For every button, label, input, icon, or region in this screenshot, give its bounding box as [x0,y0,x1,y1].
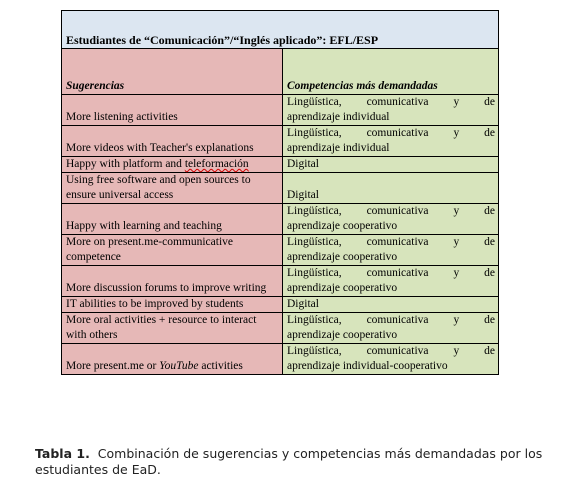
competence-word: comunicativa [366,345,429,357]
competence-line: aprendizaje cooperativo [287,220,398,232]
table-row [62,235,499,266]
competence-line: aprendizaje cooperativo [287,329,398,341]
header-sugerencias: Sugerencias [62,49,283,95]
competence-word: Lingüística, [287,314,342,326]
competence-word: comunicativa [366,96,429,108]
table-row [62,157,499,173]
competence-word: comunicativa [366,314,429,326]
competence-cell: Digital [283,297,499,313]
competence-word: Lingüística, [287,345,342,357]
competence-word: y [453,127,460,139]
table-row [62,266,499,297]
competence-word: comunicativa [366,205,429,217]
competence-cell [283,313,499,344]
competence-cell [283,204,499,235]
competence-word: de [484,127,495,139]
table-title-row [62,11,499,49]
competence-line: aprendizaje cooperativo [287,251,398,263]
suggestion-cell: More listening activities [62,95,283,126]
suggestion-cell [62,157,283,173]
suggestion-cell: More discussion forums to improve writing [62,266,283,297]
competence-line [287,344,495,359]
competence-word: Lingüística, [287,127,342,139]
suggestion-text: activities [198,360,243,372]
competence-word: y [453,267,460,279]
suggestions-table [61,10,499,375]
competence-cell: Digital [283,157,499,173]
competence-word: y [453,236,460,248]
table-row [62,95,499,126]
suggestion-cell: More on present.me-communicative competence [62,235,283,266]
competence-word: Lingüística, [287,236,342,248]
competence-word: de [484,236,495,248]
competence-line: aprendizaje cooperativo [287,282,398,294]
suggestion-text: More present.me or [66,360,160,372]
competence-line [287,235,495,250]
caption-text: Combinación de sugerencias y competencias más demandadas por los estudiantes de EaD. [35,446,543,477]
competence-cell [283,266,499,297]
competence-word: de [484,267,495,279]
competence-word: y [453,96,460,108]
table-header-row [62,49,499,95]
competence-line [287,95,495,110]
competence-word: comunicativa [366,127,429,139]
suggestion-cell [62,344,283,375]
table-row [62,173,499,204]
competence-cell: Digital [283,173,499,204]
competence-word: de [484,205,495,217]
competence-cell [283,126,499,157]
competence-line: aprendizaje individual [287,111,390,123]
competence-word: Lingüística, [287,205,342,217]
caption-label: Tabla 1. [35,446,90,461]
competence-word: de [484,345,495,357]
competence-line [287,313,495,328]
spellcheck-word: teleformación [184,158,249,170]
competence-line [287,126,495,141]
competence-cell [283,95,499,126]
suggestion-cell: Happy with learning and teaching [62,204,283,235]
competence-word: y [453,205,460,217]
competence-word: comunicativa [366,236,429,248]
table-row [62,313,499,344]
competence-word: Lingüística, [287,96,342,108]
suggestion-cell: More oral activities + resource to interact with others [62,313,283,344]
competence-word: de [484,314,495,326]
competence-word: y [453,314,460,326]
competence-word: y [453,345,460,357]
competence-word: Lingüística, [287,267,342,279]
suggestion-cell: More videos with Teacher's explanations [62,126,283,157]
competence-line [287,204,495,219]
table-row [62,204,499,235]
suggestion-text: Happy with platform and [66,158,185,170]
competence-line: aprendizaje individual-cooperativo [287,360,448,372]
table-title: Estudiantes de “Comunicación”/“Inglés aplicado”: EFL/ESP [62,11,499,49]
suggestion-cell: Using free software and open sources to ensure universal access [62,173,283,204]
competence-word: de [484,96,495,108]
competence-line [287,266,495,281]
competence-word: comunicativa [366,267,429,279]
table-row [62,297,499,313]
competence-line: aprendizaje individual [287,142,390,154]
suggestion-text-italic: YouTube [159,360,199,372]
table-row [62,126,499,157]
table-caption [35,446,555,478]
table-row [62,344,499,375]
competence-cell [283,344,499,375]
suggestion-cell: IT abilities to be improved by students [62,297,283,313]
header-competencias: Competencias más demandadas [283,49,499,95]
competence-cell [283,235,499,266]
